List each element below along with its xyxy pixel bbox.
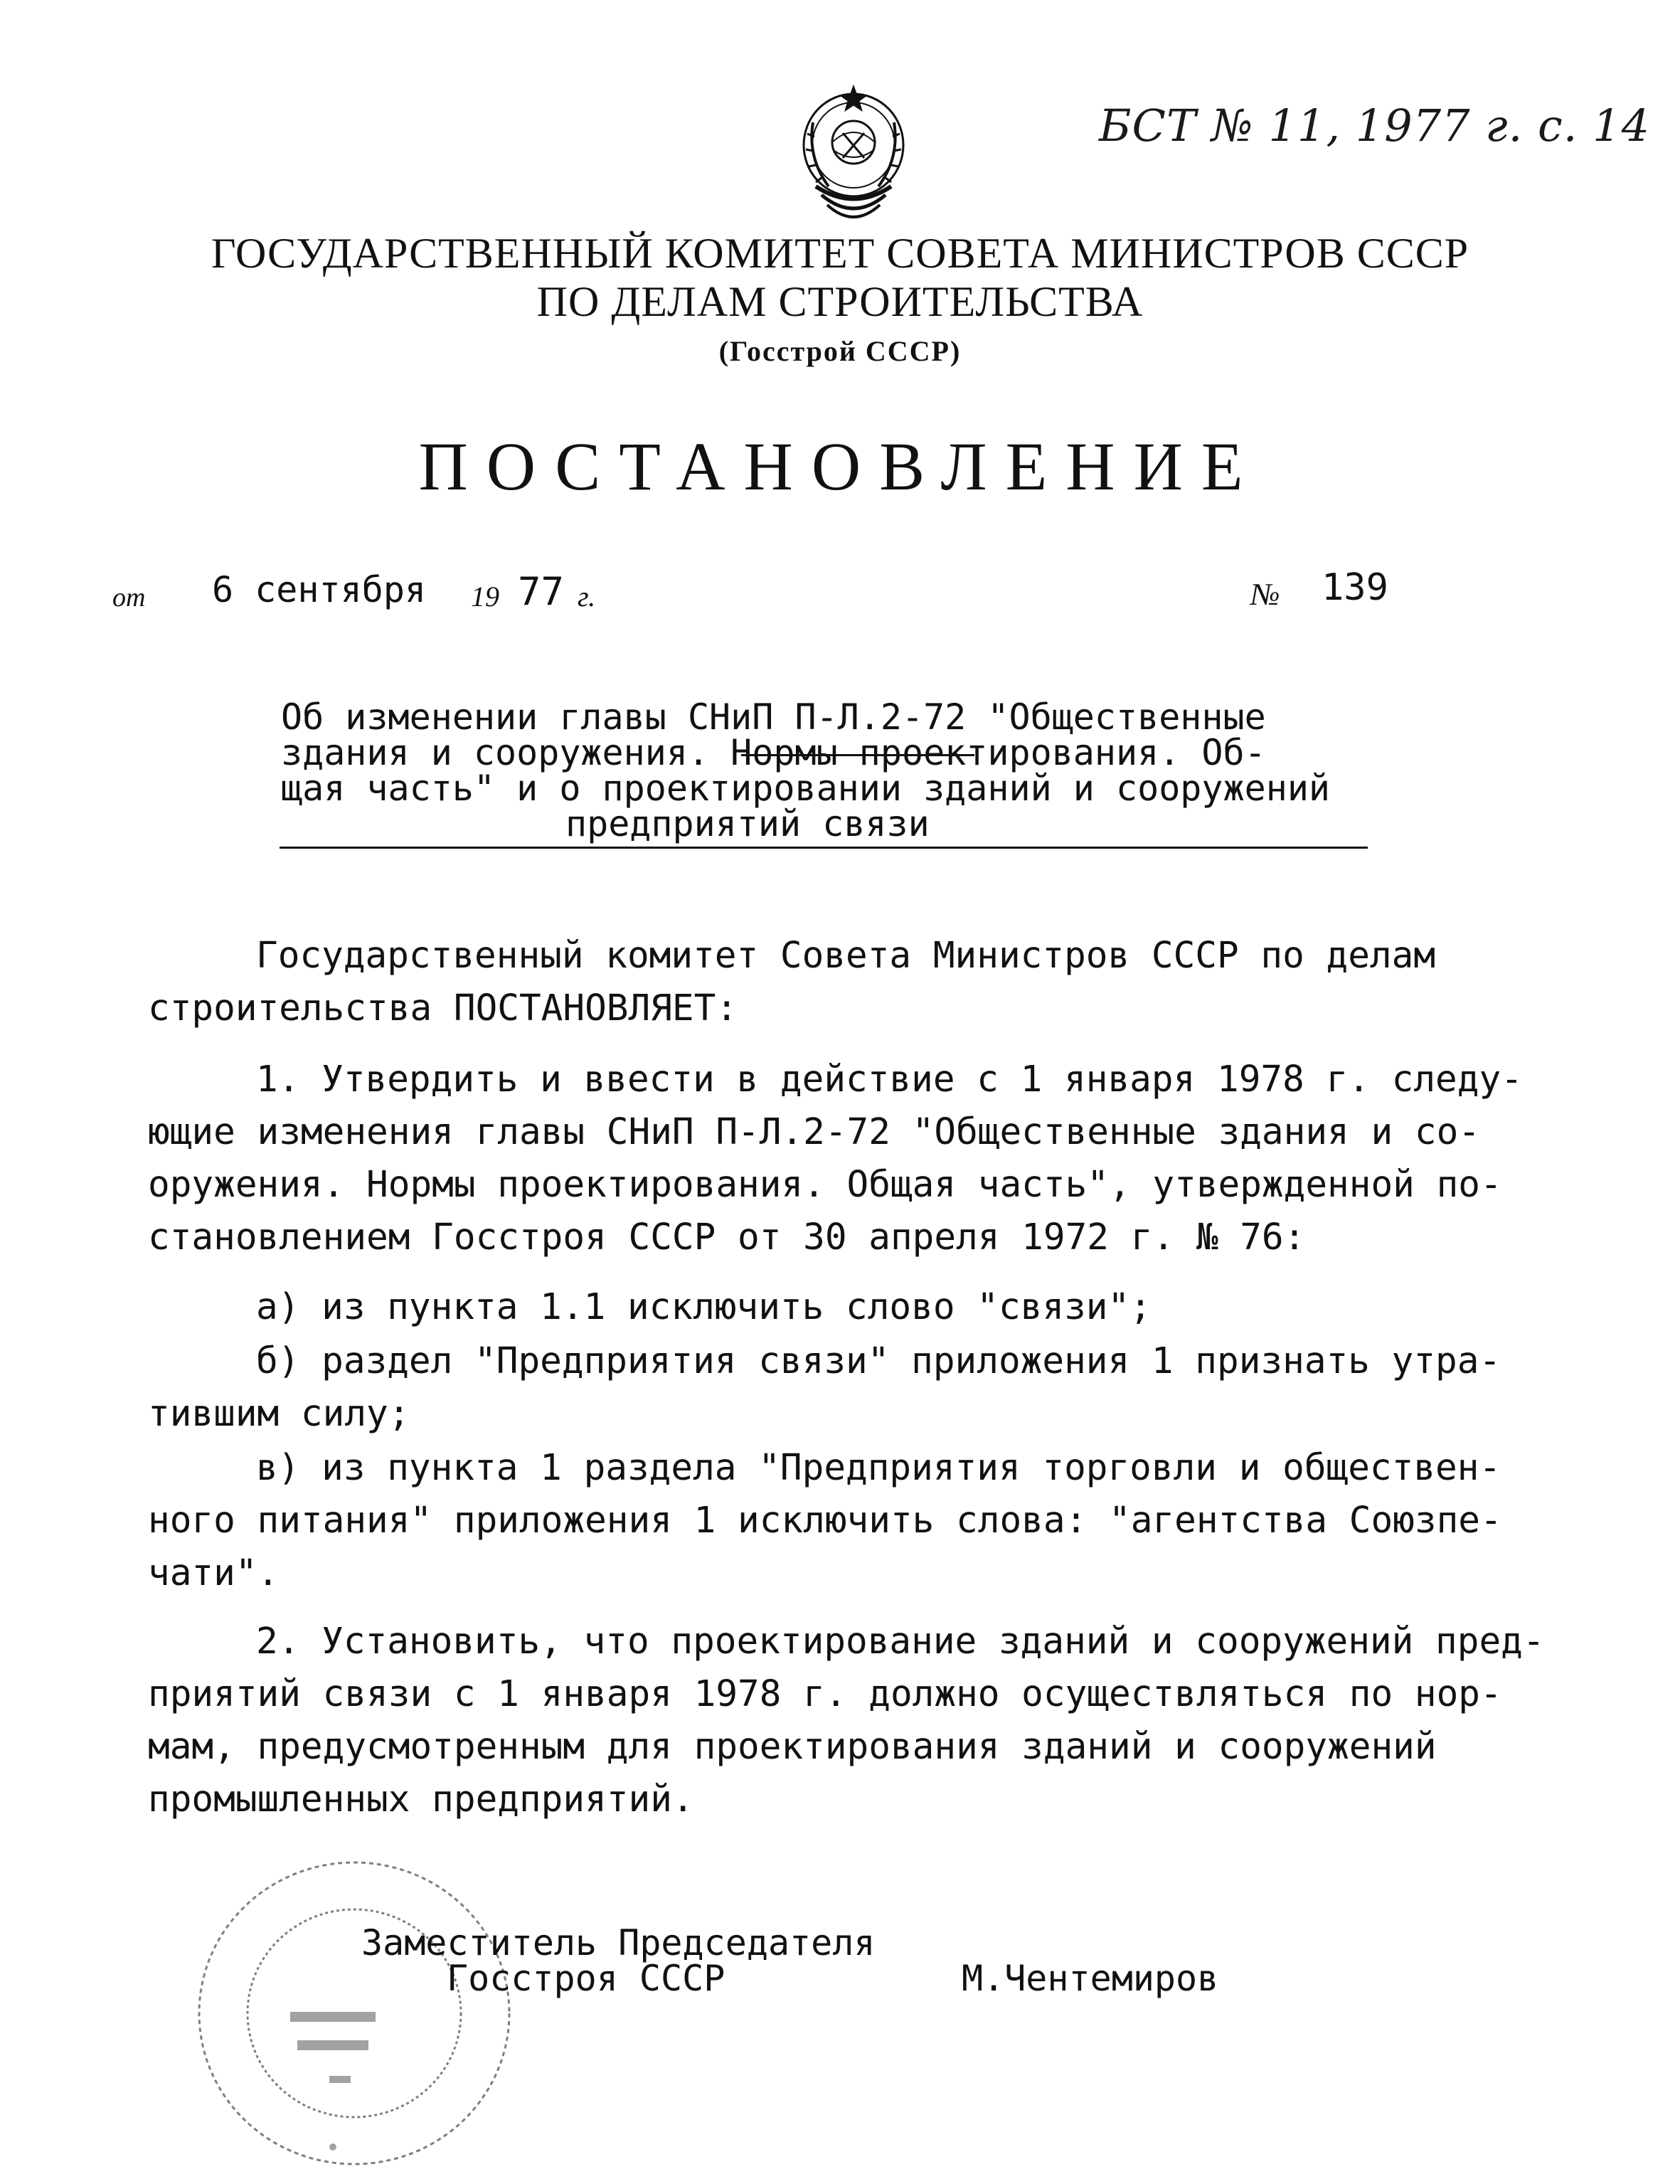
subject-underline [280, 847, 1368, 849]
year-prefix: 19 [471, 581, 499, 613]
body-line: тившим силу; [148, 1393, 410, 1435]
body-line: в) из пункта 1 раздела "Предприятия торговли и обществен- [256, 1447, 1501, 1489]
subject-line-2: здания и сооружения. Нормы проектирования. Об- [281, 732, 1266, 773]
year-g-abbrev: г. [578, 581, 596, 613]
body-line: ющие изменения главы СНиП П-Л.2-72 "Общественные здания и со- [148, 1111, 1480, 1153]
body-line: а) из пункта 1.1 исключить слово "связи"; [256, 1286, 1152, 1328]
agency-name-line-2: ПО ДЕЛАМ СТРОИТЕЛЬСТВА [536, 278, 1144, 325]
body-line: оружения. Нормы проектирования. Общая часть", утвержденной по- [148, 1164, 1502, 1206]
body-line: приятий связи с 1 января 1978 г. должно осуществляться по нор- [148, 1673, 1502, 1715]
ussr-coat-of-arms-icon [786, 80, 921, 233]
subject-line-1: Об изменении главы СНиП П-Л.2-72 "Общественные [281, 696, 1266, 738]
body-line: б) раздел "Предприятия связи" приложения 1 признать утра- [256, 1340, 1501, 1382]
body-line: строительства ПОСТАНОВЛЯЕТ: [148, 987, 738, 1029]
strike-through-mark [741, 754, 974, 756]
body-line: 1. Утвердить и ввести в действие с 1 января 1978 г. следу- [256, 1059, 1523, 1101]
body-line: 2. Установить, что проектирование зданий и сооружений пред- [256, 1621, 1545, 1663]
document-title: ПОСТАНОВЛЕНИЕ [418, 428, 1262, 504]
subject-line-3: щая часть" и о проектировании зданий и сооружений [281, 768, 1331, 809]
body-line: Государственный комитет Совета Министров СССР по делам [256, 935, 1436, 977]
date-day-month: 6 сентября [212, 569, 427, 610]
body-line: промышленных предприятий. [148, 1779, 694, 1820]
signer-title-line-1: Заместитель Председателя [361, 1922, 876, 1963]
body-line: становлением Госстроя СССР от 30 апреля 1972 г. № 76: [148, 1216, 1306, 1258]
body-line: мам, предусмотренным для проектирования зданий и сооружений [148, 1726, 1437, 1768]
document-number: 139 [1322, 566, 1388, 609]
agency-name-line-1: ГОСУДАРСТВЕННЫЙ КОМИТЕТ СОВЕТА МИНИСТРОВ СССР [211, 230, 1469, 277]
body-line: чати". [148, 1552, 280, 1594]
year-suffix: 77 [518, 569, 565, 614]
number-sign: № [1250, 577, 1280, 612]
body-line: ного питания" приложения 1 исключить слова: "агентства Союзпе- [148, 1500, 1502, 1542]
agency-abbreviation: (Госстрой СССР) [718, 335, 962, 367]
signer-name: М.Чентемиров [962, 1958, 1219, 1999]
round-official-stamp-icon [191, 1848, 525, 2175]
subject-line-4: предприятий связи [565, 803, 930, 844]
date-prefix: от [112, 583, 146, 613]
signer-title-line-2: Госстроя СССР [447, 1958, 725, 1999]
handwritten-reference-note: БСТ № 11, 1977 г. с. 14 [1099, 100, 1651, 152]
